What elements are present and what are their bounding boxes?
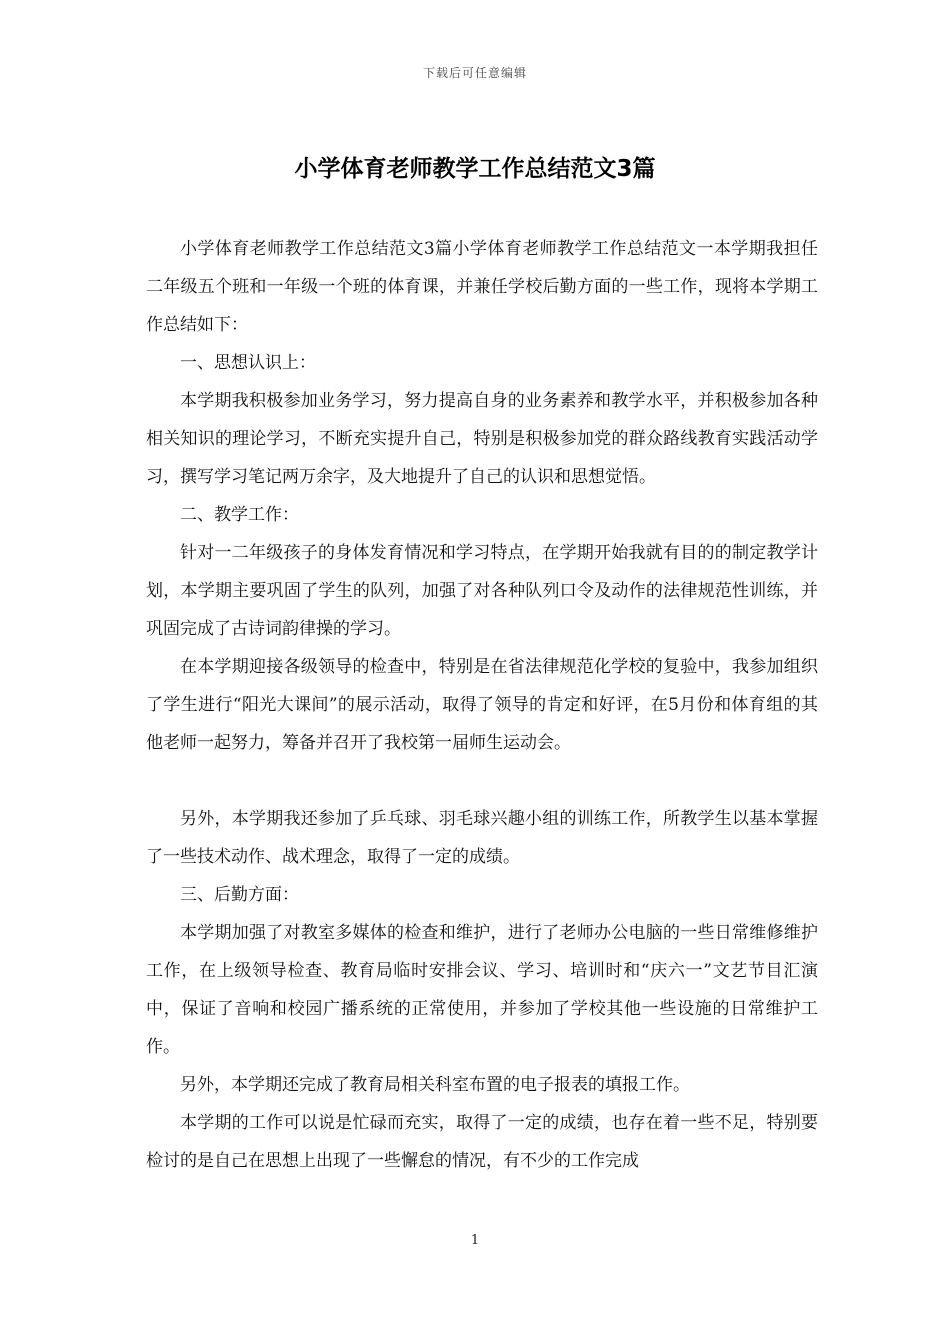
paragraph-intro: 小学体育老师教学工作总结范文3篇小学体育老师教学工作总结范文一本学期我担任二年级五个班和一年级一个班的体育课，并兼任学校后勤方面的一些工作，现将本学期工作总结如下： [146,239,818,335]
paragraph-ideology: 本学期我积极参加业务学习，努力提高自身的业务素养和教学水平，并积极参加各种相关知识的理论学习，不断充实提升自己，特别是积极参加党的群众路线教育实践活动学习，撰写学习笔记两万余字，及大地提升了自己的认识和思想觉悟。 [146,391,818,487]
page-number: 1 [470,1233,480,1248]
page-header: 下载后可任意编辑 [422,66,527,80]
section-heading-teaching: 二、教学工作： [180,505,299,525]
document-title: 小学体育老师教学工作总结范文3篇 [294,156,656,182]
section-heading-ideology: 一、思想认识上： [180,353,316,373]
section-heading-logistics: 三、后勤方面： [180,885,299,905]
paragraph-inspection: 在本学期迎接各级领导的检查中，特别是在省法律规范化学校的复验中，我参加组织了学生进行“阳光大课间”的展示活动，取得了领导的肯定和好评，在5月份和体育组的其他老师一起努力，筹备并召开了我校第一届师生运动会。 [146,657,818,753]
document-body [146,230,818,1180]
paragraph-summary: 本学期的工作可以说是忙碌而充实，取得了一定的成绩，也存在着一些不足，特别要检讨的是自己在思想上出现了一些懈怠的情况，有不少的工作完成 [146,1113,818,1171]
paragraph-logistics: 本学期加强了对教室多媒体的检查和维护，进行了老师办公电脑的一些日常维修维护工作，在上级领导检查、教育局临时安排会议、学习、培训时和“庆六一”文艺节目汇演中，保证了音响和校园广播系统的正常使用，并参加了学校其他一些设施的日常维护工作。 [146,923,818,1057]
paragraph-teaching-plan: 针对一二年级孩子的身体发育情况和学习特点，在学期开始我就有目的的制定教学计划，本学期主要巩固了学生的队列，加强了对各种队列口令及动作的法律规范性训练，并巩固完成了古诗词韵律操的学习。 [146,543,818,639]
paragraph-interest-groups: 另外，本学期我还参加了乒乓球、羽毛球兴趣小组的训练工作，所教学生以基本掌握了一些技术动作、战术理念，取得了一定的成绩。 [146,809,818,867]
paragraph-reports: 另外，本学期还完成了教育局相关科室布置的电子报表的填报工作。 [180,1075,690,1095]
